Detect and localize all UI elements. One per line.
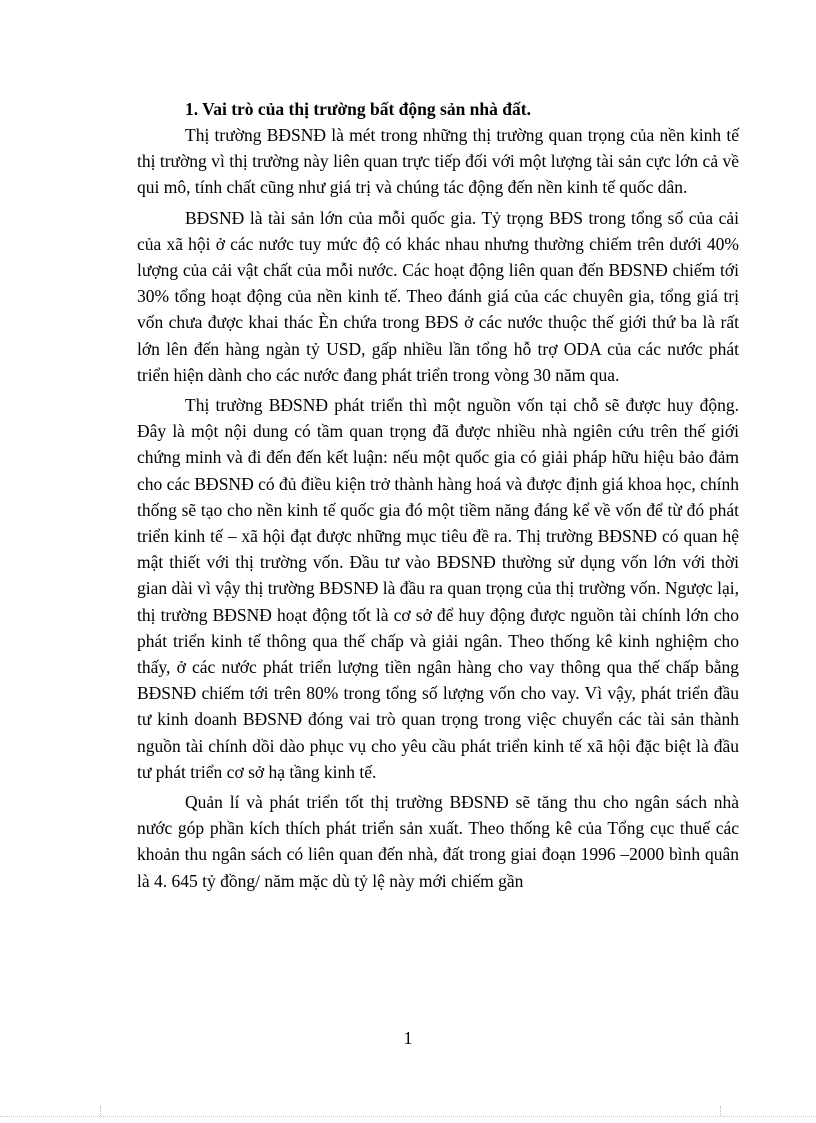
page-bottom-rule	[0, 1116, 816, 1117]
document-body	[137, 96, 739, 898]
section-heading: 1. Vai trò của thị trường bất động sản nhà đất.	[185, 99, 531, 119]
paragraph-1: Thị trường BĐSNĐ là mét trong những thị trường quan trọng của nền kinh tế thị trường vì thị trường này liên quan trực tiếp đối với một lượng tài sản cực lớn cả về qui mô, tính chất cũng như giá trị và chúng tác động đến nền kinh tế quốc dân.	[137, 125, 739, 198]
page-corner-mark-right	[720, 1106, 731, 1116]
page-number: 1	[403, 1028, 413, 1048]
paragraph-4: Quản lí và phát triển tốt thị trường BĐSNĐ sẽ tăng thu cho ngân sách nhà nước góp phần kích thích phát triển sản xuất. Theo thống kê của Tổng cục thuế các khoản thu ngân sách có liên quan đến nhà, đất trong giai đoạn 1996 –2000 bình quân là 4. 645 tỷ đồng/ năm mặc dù tỷ lệ này mới chiếm gần	[137, 792, 739, 891]
paragraph-2: BĐSNĐ là tài sản lớn của mỗi quốc gia. Tỷ trọng BĐS trong tổng số của cải của xã hội ở các nước tuy mức độ có khác nhau nhưng thường chiếm trên dưới 40% lượng của cải vật chất của mỗi nước. Các hoạt động liên quan đến BĐSNĐ chiếm tới 30% tổng hoạt động của nền kinh tế. Theo đánh giá của các chuyên gia, tổng giá trị vốn chưa được khai thác Èn chứa trong BĐS ở các nước thuộc thế giới thứ ba là rất lớn lên đến hàng ngàn tỷ USD, gấp nhiều lần tổng hỗ trợ ODA của các nước phát triển hiện dành cho các nước đang phát triển trong vòng 30 năm qua.	[137, 207, 739, 385]
page-corner-mark-left	[90, 1106, 101, 1116]
paragraph-3: Thị trường BĐSNĐ phát triển thì một nguồn vốn tại chỗ sẽ được huy động. Đây là một nội dung có tầm quan trọng đã được nhiều nhà ngiên cứu trên thế giới chứng minh và đi đến đến kết luận: nếu một quốc gia có giải pháp hữu hiệu bảo đảm cho các BĐSNĐ có đủ điều kiện trở thành hàng hoá và được định giá khoa học, chính thống sẽ tạo cho nền kinh tế quốc gia đó một tiềm năng đáng kể về vốn để từ đó phát triển kinh tế – xã hội đạt được những mục tiêu đề ra. Thị trường BĐSNĐ có quan hệ mật thiết với thị trường vốn. Đầu tư vào BĐSNĐ thường sử dụng vốn lớn với thời gian dài vì vậy thị trường BĐSNĐ là đầu ra quan trọng của thị trường vốn. Ngược lại, thị trường BĐSNĐ hoạt động tốt là cơ sở để huy động được nguồn tài chính lớn cho phát triển kinh tế thông qua thế chấp và giải ngân. Theo thống kê kinh nghiệm cho thấy, ở các nước phát triển lượng tiền ngân hàng cho vay thông qua thế chấp bằng BĐSNĐ chiếm tới trên 80% trong tổng số lượng vốn cho vay. Vì vậy, phát triển đầu tư kinh doanh BĐSNĐ đóng vai trò quan trọng trong việc chuyển các tài sản thành nguồn tài chính dồi dào phục vụ cho yêu cầu phát triển kinh tế xã hội đặc biệt là đầu tư phát triển cơ sở hạ tầng kinh tế.	[137, 395, 740, 782]
